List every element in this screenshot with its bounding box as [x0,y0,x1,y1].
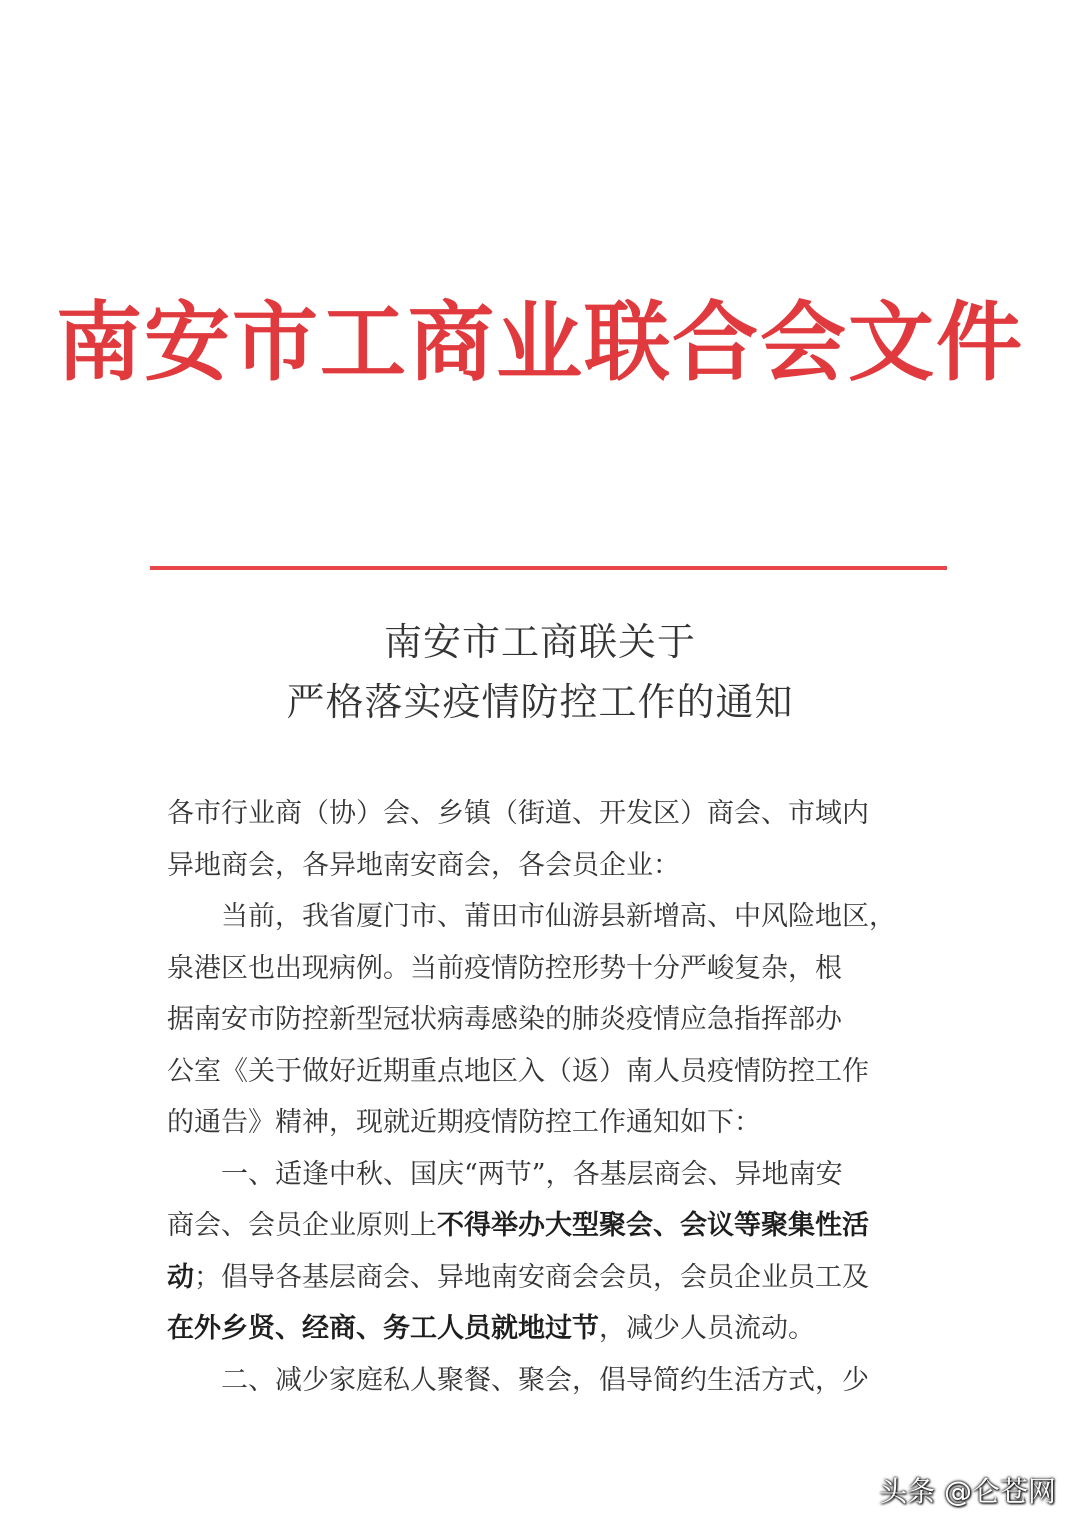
source-watermark: 头条 @仑苍网 [879,1475,1056,1508]
item1-line-3-plain: ；倡导各基层商会、异地南安商会会员，会员企业员工及 [194,1261,869,1293]
item1-line-2-bold: 不得举办大型聚会、会议等聚集性活 [437,1210,869,1241]
intro-line-1: 当前，我省厦门市、莆田市仙游县新增高、中风险地区， [221,901,896,932]
document-title [0,612,1080,732]
intro-line-4: 公室《关于做好近期重点地区入（返）南人员疫情防控工作 [167,1055,869,1087]
intro-line-5: 的通告》精神，现就近期疫情防控工作通知如下： [167,1107,761,1138]
document-body [167,788,927,1406]
red-header-rule [150,566,947,570]
item2-line-1: 二、减少家庭私人聚餐、聚会，倡导简约生活方式，少 [221,1364,869,1396]
intro-line-2: 泉港区也出现病例。当前疫情防控形势十分严峻复杂，根 [167,952,842,984]
document-masthead: 南安市工商业联合会文件 [56,292,1024,393]
intro-line-3: 据南安市防控新型冠状病毒感染的肺炎疫情应急指挥部办 [167,1004,842,1035]
item1-line-2-plain: 商会、会员企业原则上 [167,1210,437,1241]
title-line-2: 严格落实疫情防控工作的通知 [286,680,794,724]
item1-line-4 [167,1303,927,1355]
title-line-1: 南安市工商联关于 [383,620,696,664]
item1-line-3-bold: 动 [167,1261,194,1293]
item1-line-3 [167,1252,927,1304]
addressee-line-1: 各市行业商（协）会、乡镇（街道、开发区）商会、市域内 [167,798,869,829]
item1-line-2 [167,1200,927,1252]
item1-line-1: 一、适逢中秋、国庆“两节”，各基层商会、异地南安 [221,1158,843,1190]
item1-line-4-plain: ，减少人员流动。 [599,1313,815,1344]
item1-line-4-bold: 在外乡贤、经商、务工人员就地过节 [167,1313,599,1344]
addressee-line-2: 异地商会，各异地南安商会，各会员企业： [167,849,680,881]
